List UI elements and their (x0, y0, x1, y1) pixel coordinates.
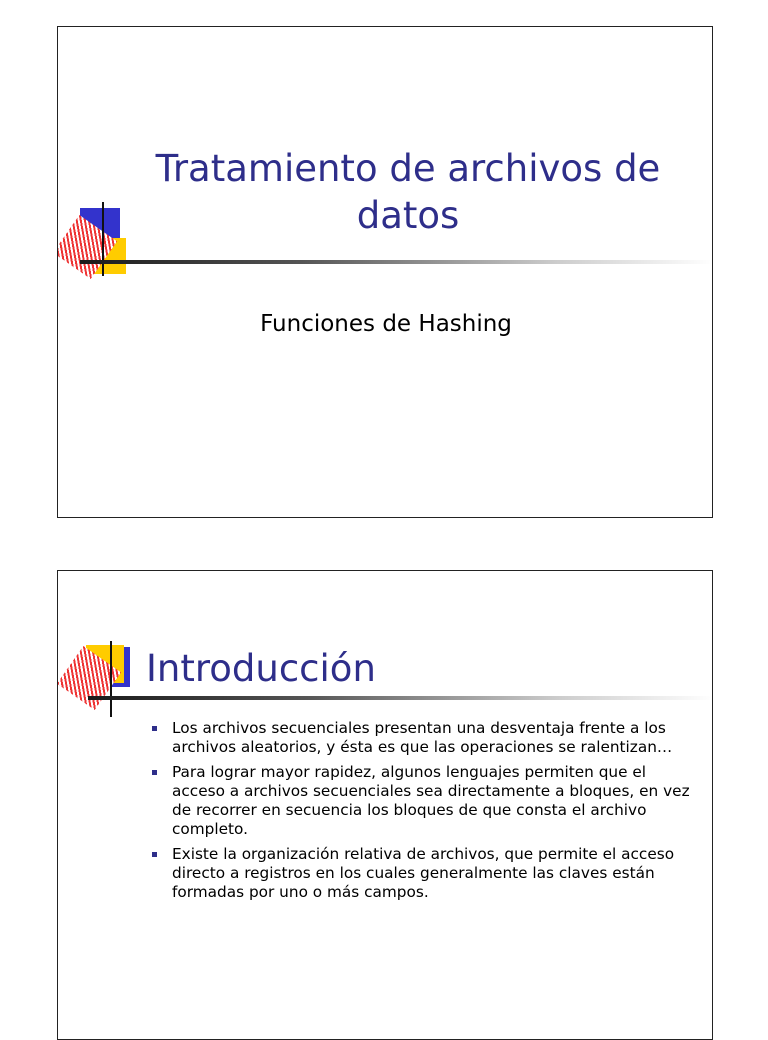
page-title: Tratamiento de archivos de datos (155, 147, 661, 237)
slide-1 (57, 26, 713, 518)
page-subtitle: Funciones de Hashing (260, 311, 512, 337)
square-bullet-icon (152, 852, 157, 857)
square-bullet-icon (152, 770, 157, 775)
section-title: Introducción (146, 647, 376, 690)
list-item (150, 763, 700, 839)
square-bullet-icon (152, 726, 157, 731)
slide-logo-icon (58, 202, 138, 282)
list-item (150, 719, 700, 757)
list-item (150, 845, 700, 902)
bullet-list (150, 719, 700, 908)
slide-2 (57, 570, 713, 1040)
title-underline (80, 260, 713, 264)
bullet-text: Para lograr mayor rapidez, algunos lenguajes permiten que el acceso a archivos secuenciales sea directamente a bloques, en vez de recorrer en secuencia los bloques de que consta el archivo completo. (172, 763, 690, 838)
title-underline (88, 696, 713, 700)
slide-logo-icon (62, 639, 142, 719)
bullet-text: Los archivos secuenciales presentan una desventaja frente a los archivos aleatorios, y ésta es que las operaciones se ralentizan… (172, 719, 673, 756)
bullet-text: Existe la organización relativa de archivos, que permite el acceso directo a registros en los cuales generalmente las claves están formadas por uno o más campos. (172, 845, 675, 901)
